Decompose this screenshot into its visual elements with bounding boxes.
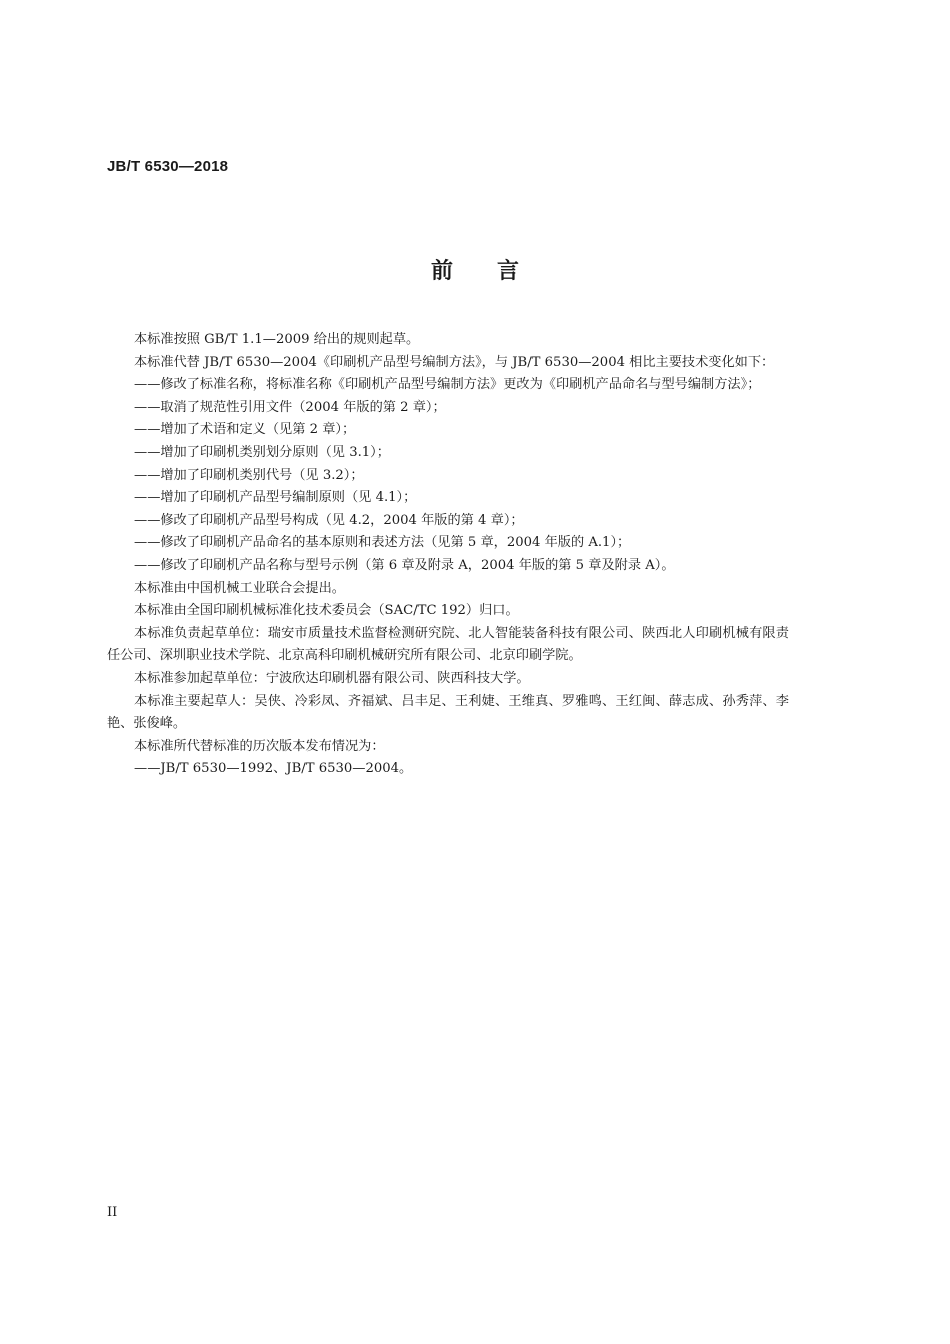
change-item: ——增加了印刷机类别代号（见 3.2）； bbox=[134, 467, 364, 483]
change-item: ——增加了印刷机类别划分原则（见 3.1）； bbox=[134, 444, 390, 460]
change-item: ——修改了标准名称，将标准名称《印刷机产品型号编制方法》更改为《印刷机产品命名与型号编制方法》； bbox=[134, 377, 761, 393]
foreword-body bbox=[107, 329, 789, 781]
paragraph-participating-units: 本标准参加起草单位：宁波欣达印刷机器有限公司、陕西科技大学。 bbox=[134, 670, 530, 686]
change-item: ——增加了印刷机产品型号编制原则（见 4.1）； bbox=[134, 490, 417, 506]
change-item: ——取消了规范性引用文件（2004 年版的第 2 章）； bbox=[134, 399, 446, 415]
paragraph-replacement: 本标准代替 JB/T 6530—2004《印刷机产品型号编制方法》，与 JB/T 6530—2004 相比主要技术变化如下： bbox=[134, 354, 775, 370]
paragraph-drafting-rules: 本标准按照 GB/T 1.1—2009 给出的规则起草。 bbox=[134, 332, 420, 347]
title-char-2: 言 bbox=[497, 259, 520, 284]
change-item: ——修改了印刷机产品名称与型号示例（第 6 章及附录 A，2004 年版的第 5 章及附录 A）。 bbox=[134, 557, 675, 573]
history-item: ——JB/T 6530—1992、JB/T 6530—2004。 bbox=[134, 761, 413, 777]
page-number: II bbox=[107, 1205, 118, 1220]
change-item: ——修改了印刷机产品型号构成（见 4.2，2004 年版的第 4 章）； bbox=[134, 512, 524, 528]
paragraph-proposer: 本标准由中国机械工业联合会提出。 bbox=[134, 580, 345, 596]
document-code: JB/T 6530—2018 bbox=[107, 158, 229, 175]
title-char-1: 前 bbox=[430, 259, 453, 284]
paragraph-history-intro: 本标准所代替标准的历次版本发布情况为： bbox=[134, 738, 385, 754]
paragraph-drafters: 本标准主要起草人：吴侠、冷彩凤、齐福斌、吕丰足、王利婕、王维真、罗雅鸣、王红闽、薛志成、孙秀萍、李艳、张俊峰。 bbox=[107, 693, 789, 732]
page-title bbox=[0, 254, 950, 285]
change-item: ——修改了印刷机产品命名的基本原则和表述方法（见第 5 章，2004 年版的 A.1）； bbox=[134, 535, 631, 551]
paragraph-committee: 本标准由全国印刷机械标准化技术委员会（SAC/TC 192）归口。 bbox=[134, 603, 519, 619]
paragraph-drafting-units: 本标准负责起草单位：瑞安市质量技术监督检测研究院、北人智能装备科技有限公司、陕西北人印刷机械有限责任公司、深圳职业技术学院、北京高科印刷机械研究所有限公司、北京印刷学院。 bbox=[107, 625, 789, 664]
change-item: ——增加了术语和定义（见第 2 章）； bbox=[134, 422, 356, 438]
